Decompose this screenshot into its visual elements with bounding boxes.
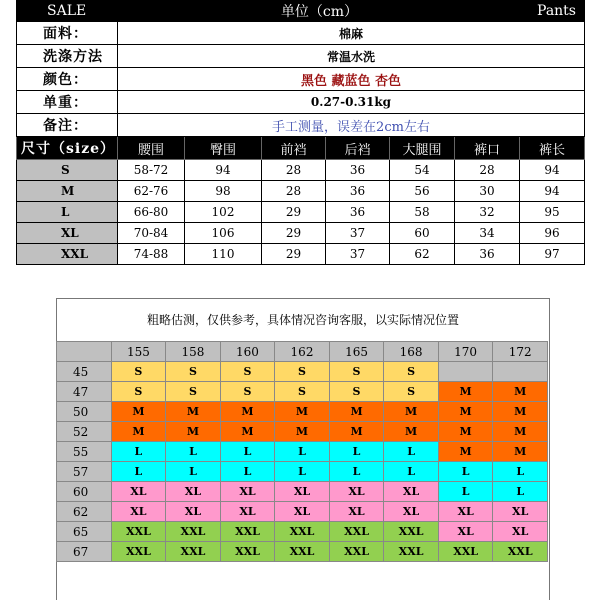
measurement-cell: 32 [455, 202, 520, 223]
size-cell: S [329, 362, 384, 382]
size-cell: M [275, 402, 330, 422]
size-cell: M [220, 422, 275, 442]
measurement-cell: 94 [520, 181, 585, 202]
size-guide-title: 粗略估测，仅供参考，具体情况咨询客服，以实际情况位置 [146, 313, 459, 327]
measurement-cell: 60 [390, 223, 455, 244]
height-label: 160 [220, 342, 275, 362]
size-cell: M [275, 422, 330, 442]
column-header: 尺寸（size） [17, 137, 118, 160]
size-cell: XL [275, 502, 330, 522]
measurement-cell: 94 [520, 160, 585, 181]
measurement-cell: 36 [326, 160, 390, 181]
measurement-cell: 102 [185, 202, 262, 223]
size-cell: S [275, 382, 330, 402]
measurement-cell: 28 [262, 181, 326, 202]
size-cell: XL [111, 482, 166, 502]
weight-row [57, 522, 548, 542]
weight-label: 67 [57, 542, 112, 562]
weight-row [57, 502, 548, 522]
size-cell: L [438, 482, 493, 502]
spec-header-row [17, 1, 585, 22]
size-cell: S [384, 362, 439, 382]
size-cell: L [493, 462, 548, 482]
column-header: 臀围 [185, 137, 262, 160]
info-label: 备注： [17, 114, 118, 137]
size-cell: L [493, 482, 548, 502]
measurement-cell: 29 [262, 244, 326, 265]
info-value: 黑色 藏蓝色 杏色 [118, 68, 585, 91]
weight-label: 65 [57, 522, 112, 542]
info-row [17, 22, 585, 45]
measurement-cell: 96 [520, 223, 585, 244]
empty-cell [438, 362, 493, 382]
table-row [17, 223, 585, 244]
info-value: 0.27-0.31kg [118, 91, 585, 114]
height-label: 165 [329, 342, 384, 362]
size-label: S [17, 160, 118, 181]
info-value: 常温水洗 [118, 45, 585, 68]
weight-label: 55 [57, 442, 112, 462]
size-cell: S [384, 382, 439, 402]
empty-cell [493, 362, 548, 382]
height-label: 172 [493, 342, 548, 362]
measurement-cell: 58-72 [118, 160, 185, 181]
size-cell: XL [220, 502, 275, 522]
size-cell: L [111, 442, 166, 462]
size-cell: L [275, 442, 330, 462]
height-label: 155 [111, 342, 166, 362]
size-cell: S [166, 382, 221, 402]
unit-label: 单位（cm） [185, 1, 455, 22]
table-row [17, 202, 585, 223]
size-cell: XXL [384, 542, 439, 562]
measurement-header-row [17, 137, 585, 160]
weight-label: 45 [57, 362, 112, 382]
size-cell: XXL [384, 522, 439, 542]
size-cell: XL [166, 502, 221, 522]
measurement-cell: 62-76 [118, 181, 185, 202]
weight-row [57, 422, 548, 442]
size-cell: M [438, 402, 493, 422]
info-row [17, 114, 585, 137]
size-cell: XL [166, 482, 221, 502]
size-cell: XL [275, 482, 330, 502]
size-cell: S [111, 362, 166, 382]
size-cell: XL [493, 502, 548, 522]
measurement-cell: 66-80 [118, 202, 185, 223]
size-cell: XXL [166, 542, 221, 562]
info-label: 面料： [17, 22, 118, 45]
height-label: 162 [275, 342, 330, 362]
weight-label: 52 [57, 422, 112, 442]
weight-row [57, 362, 548, 382]
table-row [17, 160, 585, 181]
size-cell: M [493, 422, 548, 442]
weight-label: 62 [57, 502, 112, 522]
product-type-label: Pants [455, 1, 585, 22]
size-cell: XL [111, 502, 166, 522]
info-label: 洗涤方法 [17, 45, 118, 68]
info-value: 手工测量，误差在2cm左右 [118, 114, 585, 137]
info-row [17, 45, 585, 68]
weight-row [57, 542, 548, 562]
size-cell: M [111, 422, 166, 442]
size-cell: XXL [438, 542, 493, 562]
size-cell: L [384, 442, 439, 462]
height-header-row [57, 342, 548, 362]
table-row [17, 181, 585, 202]
weight-label: 60 [57, 482, 112, 502]
measurement-cell: 37 [326, 223, 390, 244]
height-label: 170 [438, 342, 493, 362]
measurement-cell: 36 [326, 202, 390, 223]
size-cell: M [166, 422, 221, 442]
size-cell: XXL [166, 522, 221, 542]
weight-label: 47 [57, 382, 112, 402]
info-label: 颜色： [17, 68, 118, 91]
weight-label: 50 [57, 402, 112, 422]
height-label: 168 [384, 342, 439, 362]
measurement-cell: 97 [520, 244, 585, 265]
measurement-cell: 29 [262, 223, 326, 244]
size-cell: M [493, 382, 548, 402]
size-label: M [17, 181, 118, 202]
size-cell: M [493, 442, 548, 462]
size-cell: M [384, 402, 439, 422]
size-label: XXL [17, 244, 118, 265]
info-label: 单重： [17, 91, 118, 114]
measurement-cell: 36 [455, 244, 520, 265]
size-cell: S [220, 362, 275, 382]
weight-label: 57 [57, 462, 112, 482]
measurement-cell: 56 [390, 181, 455, 202]
height-label: 158 [166, 342, 221, 362]
size-cell: S [329, 382, 384, 402]
size-cell: L [111, 462, 166, 482]
measurement-cell: 94 [185, 160, 262, 181]
size-cell: S [166, 362, 221, 382]
size-label: XL [17, 223, 118, 244]
size-cell: XXL [275, 542, 330, 562]
measurement-cell: 34 [455, 223, 520, 244]
size-cell: XXL [220, 522, 275, 542]
size-cell: M [111, 402, 166, 422]
column-header: 前裆 [262, 137, 326, 160]
size-cell: XL [493, 522, 548, 542]
weight-row [57, 442, 548, 462]
sale-label: SALE [17, 1, 185, 22]
size-cell: L [384, 462, 439, 482]
measurement-cell: 36 [326, 181, 390, 202]
size-cell: M [438, 382, 493, 402]
size-cell: XXL [111, 522, 166, 542]
size-cell: XXL [220, 542, 275, 562]
size-cell: XL [438, 522, 493, 542]
table-row [17, 244, 585, 265]
weight-row [57, 482, 548, 502]
measurement-cell: 106 [185, 223, 262, 244]
measurement-cell: 95 [520, 202, 585, 223]
measurement-cell: 28 [262, 160, 326, 181]
size-cell: L [166, 442, 221, 462]
size-cell: XXL [493, 542, 548, 562]
size-cell: XXL [329, 542, 384, 562]
weight-row [57, 402, 548, 422]
measurement-cell: 28 [455, 160, 520, 181]
size-cell: L [329, 462, 384, 482]
size-cell: XL [384, 502, 439, 522]
column-header: 裤长 [520, 137, 585, 160]
product-spec-table [16, 0, 585, 265]
weight-row [57, 382, 548, 402]
corner-cell [57, 342, 112, 362]
size-cell: L [329, 442, 384, 462]
size-cell: M [329, 422, 384, 442]
size-cell: S [220, 382, 275, 402]
info-row [17, 68, 585, 91]
measurement-cell: 110 [185, 244, 262, 265]
height-weight-size-grid [56, 341, 548, 562]
size-cell: XL [329, 482, 384, 502]
info-row [17, 91, 585, 114]
column-header: 腰围 [118, 137, 185, 160]
measurement-cell: 37 [326, 244, 390, 265]
size-cell: L [275, 462, 330, 482]
weight-row [57, 462, 548, 482]
size-cell: XL [220, 482, 275, 502]
size-cell: XL [384, 482, 439, 502]
size-cell: M [384, 422, 439, 442]
size-cell: L [220, 462, 275, 482]
measurement-cell: 98 [185, 181, 262, 202]
size-cell: M [220, 402, 275, 422]
size-cell: XXL [111, 542, 166, 562]
column-header: 裤口 [455, 137, 520, 160]
measurement-cell: 74-88 [118, 244, 185, 265]
measurement-cell: 62 [390, 244, 455, 265]
size-cell: M [493, 402, 548, 422]
column-header: 后裆 [326, 137, 390, 160]
size-cell: XL [329, 502, 384, 522]
column-header: 大腿围 [390, 137, 455, 160]
size-cell: L [166, 462, 221, 482]
measurement-cell: 29 [262, 202, 326, 223]
measurement-cell: 54 [390, 160, 455, 181]
measurement-cell: 70-84 [118, 223, 185, 244]
size-cell: M [438, 442, 493, 462]
size-cell: S [275, 362, 330, 382]
size-cell: XXL [329, 522, 384, 542]
size-label: L [17, 202, 118, 223]
size-cell: XXL [275, 522, 330, 542]
size-cell: L [220, 442, 275, 462]
size-cell: XL [438, 502, 493, 522]
size-guide-panel [56, 298, 550, 600]
info-value: 棉麻 [118, 22, 585, 45]
measurement-cell: 30 [455, 181, 520, 202]
size-cell: M [166, 402, 221, 422]
size-cell: M [438, 422, 493, 442]
measurement-cell: 58 [390, 202, 455, 223]
size-cell: S [111, 382, 166, 402]
size-cell: M [329, 402, 384, 422]
size-cell: L [438, 462, 493, 482]
